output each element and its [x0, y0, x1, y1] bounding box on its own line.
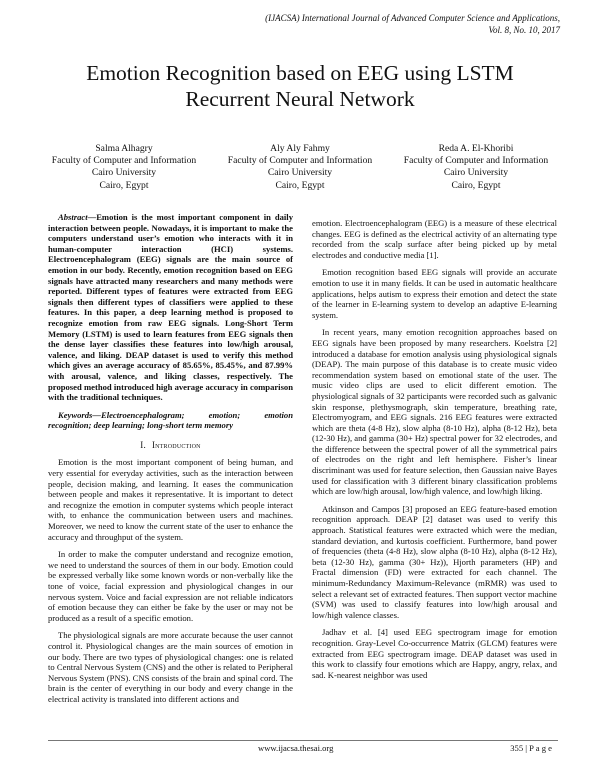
author-university: Cairo University: [267, 167, 333, 179]
abstract-label: Abstract—: [58, 212, 97, 222]
abstract: [48, 212, 293, 403]
body-paragraph: The physiological signals are more accurate because the user cannot control it. Physiological changes are the main sources of emotion in our body. There are two types of physiological changes: one is related to Central Nervous System (CNS) and the other is related to Peripheral Nervous System (PNS). CNS consists of the brain and spinal cord. The brain is the center of everything in our body and every change in the electrical activity is translated into different actions and: [48, 630, 293, 704]
author-location: Cairo, Egypt: [451, 179, 501, 191]
footer-url: www.ijacsa.thesai.org: [258, 743, 334, 753]
section-number: I.: [140, 439, 146, 450]
body-paragraph: Emotion recognition based EEG signals will provide an accurate emotion to use it in many fields. It can be used in automatic healthcare applications, helps autism to express their emotion and detect the state of the learner in E-learning system to develop an adaptive E-learning system.: [312, 267, 557, 320]
author-affiliation: Faculty of Computer and Information: [403, 155, 549, 167]
paper-title-line2: Recurrent Neural Network: [185, 87, 415, 111]
paper-title-line1: Emotion Recognition based on EEG using LSTM: [86, 61, 514, 85]
author-affiliation: Faculty of Computer and Information: [51, 155, 197, 167]
body-paragraph: Jadhav et al. [4] used EEG spectrogram image for emotion recognition. Gray-Level Co-occurrence Matrix (GLCM) features were extracted from EEG spectrogram image. DEAP dataset was used in this work to classify four emotions which are Happy, angry, relax, and sad. K-nearest neighbor was used: [312, 627, 557, 680]
author-affiliation: Faculty of Computer and Information: [227, 155, 373, 167]
body-paragraph: Emotion is the most important component of being human, and very essential for everyday activities, such as the interaction between people, decision making, and learning. It eases the communication between people and makes it representative. It is important to detect and recognize the emotion in computer systems which people interact with, to enhance the communication between users and machines. Moreover, we need to know the current state of the user to enhance the accuracy and throughput of the system.: [48, 457, 293, 542]
author-location: Cairo, Egypt: [275, 179, 325, 191]
page-footer: [48, 740, 558, 755]
author-1: [36, 143, 212, 192]
journal-header: [160, 12, 560, 36]
author-name: Salma Alhagry: [95, 143, 153, 154]
author-3: [388, 143, 564, 192]
author-location: Cairo, Egypt: [99, 179, 149, 191]
journal-header-line1: (IJACSA) International Journal of Advanced Computer Science and Applications,: [265, 13, 560, 23]
left-column: [48, 212, 293, 712]
journal-header-line2: Vol. 8, No. 10, 2017: [488, 25, 560, 35]
author-university: Cairo University: [91, 167, 157, 179]
keywords-text: Electroencephalogram; emotion; emotion recognition; deep learning; long-short term memory: [48, 409, 293, 431]
author-2: [212, 143, 388, 192]
keywords-label: Keywords—: [58, 409, 101, 420]
body-paragraph: In recent years, many emotion recognition approaches based on EEG signals have been proposed by many researchers. Koelstra [2] introduced a database for emotion analysis using physiological signals (DEAP). The main purpose of this database is to create music video recommendation system based on emotional state of the user. The music video clips are used to elicit different emotion. The physiological signals of 32 participants were recorded such as galvanic skin response, plethysmograph, skin temperature, breathing rate, Electromyogram, and EEG signals. 216 EEG features were extracted which are theta (4-8 Hz), slow alpha (8-10 Hz), alpha (8-12 Hz), beta (12-30 Hz), and gamma (30+ Hz) spectral power for 32 electrodes, and the difference between the spectral power of all the symmetrical pairs of electrodes on the right and left hemisphere. Fisher’s linear discriminant was used for feature selection, then Gaussian naive Bayes used for classification with 3 different binary classification problems which are low/high arousal, low/high valence, and low/high liking.: [312, 327, 557, 497]
section-title: Introduction: [151, 439, 201, 450]
author-name: Reda A. El-Khoribi: [438, 143, 514, 154]
body-paragraph: In order to make the computer understand and recognize emotion, we need to understand the sources of them in our body. Emotion could be expressed verbally like some known words or non-verbally like the tone of voice, facial expression and physiological changes in our nervous system. Voice and facial expression are not reliable indicators of emotion because they can either be fake by the user or may not be produced as a result of a specific emotion.: [48, 549, 293, 623]
section-heading-introduction: [48, 440, 293, 451]
body-paragraph: Atkinson and Campos [3] proposed an EEG feature-based emotion recognition approach. DEAP [2] dataset was used to verify this approach. Statistical features were extracted which were the median, standard deviation, and kurtosis coefficient. Furthermore, band power of frequencies (theta (4-8 Hz), slow alpha (8-10 Hz), alpha (8-12 Hz), beta (12-30 Hz), gamma (30+ Hz)), Hjorth parameters (HP) and Fractal dimension (FD) were extracted for each channel. The minimum-Redundancy Maximum-Relevance (mRMR) was used to select a relevant set of extracted features. Then support vector machine (SVM) was used to classify features into low/high arousal and low/high valence classes.: [312, 503, 557, 620]
keywords: [48, 410, 293, 431]
paper-title: [40, 60, 560, 112]
author-name: Aly Aly Fahmy: [270, 143, 330, 154]
author-block: [36, 143, 564, 192]
abstract-text: Emotion is the most important component in daily interaction between people. Nowadays, it is important to make the computers understand user’s emotion who interacts with it in human-computer interaction (HCI) systems. Electroencephalogram (EEG) signals are the main source of emotion in our body. Recently, emotion recognition based on EEG signals have attracted many researchers and many methods were reported. Different types of features were extracted from EEG signals then different types of classifiers were applied to these features. In this paper, a deep learning method is proposed to recognize emotion from raw EEG signals. Long-Short Term Memory (LSTM) is used to learn features from EEG signals then the dense layer classifies these features into low/high arousal, valence, and liking. DEAP dataset is used to verify this method which gives an average accuracy of 85.65%, 85.45%, and 87.99% with arousal, valence, and liking classes, respectively. The proposed method introduced high average accuracy in comparison with the traditional techniques.: [48, 212, 293, 403]
author-university: Cairo University: [443, 167, 509, 179]
page-number: 355 | P a g e: [510, 743, 552, 753]
right-column: [312, 218, 557, 687]
body-paragraph: emotion. Electroencephalogram (EEG) is a measure of these electrical changes. EEG is defined as the electrical activity of an alternating type recorded from the scalp surface after being picked up by metal electrodes and conductive media [1].: [312, 218, 557, 260]
